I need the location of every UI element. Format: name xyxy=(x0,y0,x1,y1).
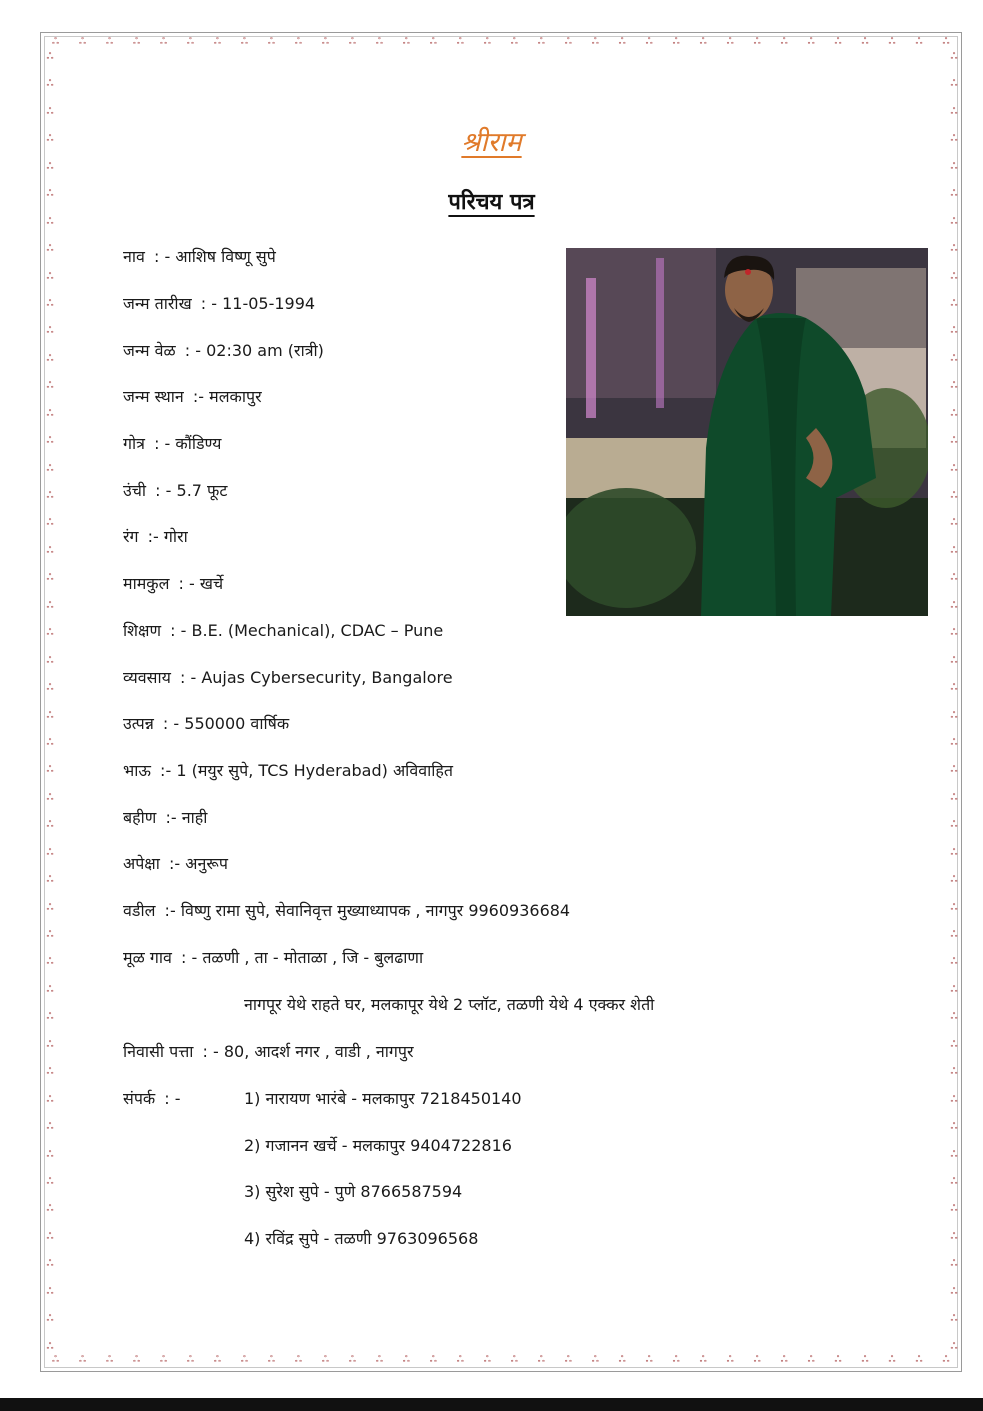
border-ornament-icon: ஃ xyxy=(46,1067,54,1078)
border-ornament-right xyxy=(948,52,960,1352)
border-ornament-icon: ஃ xyxy=(950,1286,958,1297)
detail-address xyxy=(123,1040,414,1062)
border-ornament-icon: ஃ xyxy=(950,875,958,886)
border-ornament-icon: ஃ xyxy=(78,1355,87,1365)
border-ornament-icon: ஃ xyxy=(645,37,653,47)
border-ornament-icon: ஃ xyxy=(159,1355,167,1365)
border-ornament-icon: ஃ xyxy=(46,189,54,200)
border-ornament-icon: ஃ xyxy=(46,1094,54,1105)
border-ornament-icon: ஃ xyxy=(186,37,194,47)
detail-value: कौंडिण्य xyxy=(175,434,222,453)
border-ornament-icon: ஃ xyxy=(950,298,958,309)
border-ornament-icon: ஃ xyxy=(46,545,54,556)
detail-sep: : - xyxy=(162,714,180,733)
detail-value: 1 (मयुर सुपे, TCS Hyderabad) अविवाहित xyxy=(176,761,454,780)
detail-sep: : - xyxy=(179,668,197,687)
detail-father xyxy=(123,899,570,921)
border-ornament-icon: ஃ xyxy=(950,600,958,611)
detail-complexion xyxy=(123,525,188,547)
border-ornament-icon: ஃ xyxy=(46,683,54,694)
border-ornament-icon: ஃ xyxy=(950,216,958,227)
border-ornament-icon: ஃ xyxy=(429,37,437,47)
border-ornament-icon: ஃ xyxy=(699,37,707,47)
border-ornament-icon: ஃ xyxy=(46,1286,54,1297)
page-title: परिचय पत्र xyxy=(448,190,535,215)
detail-sep: : - xyxy=(155,481,172,500)
detail-native-place xyxy=(123,946,423,968)
border-ornament-icon: ஃ xyxy=(402,1355,410,1365)
border-ornament-icon: ஃ xyxy=(672,1355,680,1365)
detail-sep: : - xyxy=(164,1089,181,1108)
detail-birth-date xyxy=(123,292,315,314)
border-ornament-icon: ஃ xyxy=(834,37,842,47)
border-ornament-icon: ஃ xyxy=(537,1355,545,1365)
detail-sep: : - xyxy=(180,948,198,967)
detail-value: 11-05-1994 xyxy=(222,294,316,313)
border-ornament-icon: ஃ xyxy=(618,37,626,47)
detail-height xyxy=(123,479,227,501)
border-ornament-icon: ஃ xyxy=(950,1122,958,1133)
border-ornament-icon: ஃ xyxy=(950,1204,958,1215)
border-ornament-icon: ஃ xyxy=(950,189,958,200)
border-ornament-icon: ஃ xyxy=(950,326,958,337)
border-ornament-icon: ஃ xyxy=(294,1355,302,1365)
border-ornament-icon: ஃ xyxy=(950,106,958,117)
detail-sep: :- xyxy=(164,901,176,920)
bottom-bar xyxy=(0,1398,983,1411)
border-ornament-icon: ஃ xyxy=(950,628,958,639)
border-ornament-icon: ஃ xyxy=(46,463,54,474)
border-ornament-icon: ஃ xyxy=(645,1355,653,1365)
border-ornament-icon: ஃ xyxy=(726,1355,734,1365)
border-ornament-icon: ஃ xyxy=(942,1355,950,1365)
detail-sep: : - xyxy=(202,1042,219,1061)
border-ornament-icon: ஃ xyxy=(132,1355,141,1365)
border-ornament-icon: ஃ xyxy=(950,1231,958,1242)
detail-mamkul xyxy=(123,572,223,594)
detail-sep: :- xyxy=(165,808,177,827)
border-ornament-icon: ஃ xyxy=(950,1341,958,1352)
border-ornament-icon: ஃ xyxy=(950,573,958,584)
border-ornament-icon: ஃ xyxy=(834,1355,842,1365)
border-ornament-icon: ஃ xyxy=(46,1012,54,1023)
border-ornament-icon: ஃ xyxy=(950,792,958,803)
detail-value: 5.7 फूट xyxy=(176,481,228,500)
border-ornament-icon: ஃ xyxy=(46,1341,54,1352)
border-ornament-icon: ஃ xyxy=(591,37,599,47)
border-ornament-icon: ஃ xyxy=(46,792,54,803)
border-ornament-icon: ஃ xyxy=(483,37,491,47)
border-ornament-icon: ஃ xyxy=(52,37,60,47)
detail-sep: :- xyxy=(147,527,159,546)
border-ornament-icon: ஃ xyxy=(46,52,54,62)
border-ornament-icon: ஃ xyxy=(46,326,54,337)
border-ornament-icon: ஃ xyxy=(591,1355,599,1365)
border-ornament-icon: ஃ xyxy=(950,52,958,62)
detail-label: रंग xyxy=(123,527,139,546)
border-ornament-icon: ஃ xyxy=(46,216,54,227)
border-ornament-icon: ஃ xyxy=(267,1355,275,1365)
border-ornament-icon: ஃ xyxy=(950,381,958,392)
border-ornament-icon: ஃ xyxy=(46,1259,54,1270)
detail-label: नाव xyxy=(123,247,145,266)
border-ornament-icon: ஃ xyxy=(950,1149,958,1160)
border-ornament-icon: ஃ xyxy=(950,1012,958,1023)
detail-value: नाही xyxy=(181,808,208,827)
border-ornament-icon: ஃ xyxy=(46,381,54,392)
border-ornament-icon: ஃ xyxy=(375,1355,383,1365)
border-ornament-icon: ஃ xyxy=(950,930,958,940)
contact-item: 3) सुरेश सुपे - पुणे 8766587594 xyxy=(244,1182,463,1201)
detail-label: व्यवसाय xyxy=(123,668,171,687)
border-ornament-icon: ஃ xyxy=(46,765,54,776)
border-ornament-icon: ஃ xyxy=(950,957,958,968)
border-ornament-icon: ஃ xyxy=(699,1355,707,1365)
detail-label: मूळ गाव xyxy=(123,948,172,967)
border-ornament-icon: ஃ xyxy=(564,37,572,47)
border-ornament-icon: ஃ xyxy=(46,1176,54,1187)
detail-name xyxy=(123,245,276,267)
border-ornament-icon: ஃ xyxy=(375,37,383,47)
detail-sep: : - xyxy=(184,341,202,360)
profile-photo xyxy=(566,248,928,616)
border-ornament-icon: ஃ xyxy=(915,37,923,47)
border-ornament-icon: ஃ xyxy=(46,518,54,529)
border-ornament-icon: ஃ xyxy=(213,1355,221,1365)
border-ornament-icon: ஃ xyxy=(483,1355,491,1365)
border-ornament-icon: ஃ xyxy=(105,37,114,47)
border-ornament-icon: ஃ xyxy=(402,37,410,47)
detail-label: भाऊ xyxy=(123,761,151,780)
detail-value: खर्चे xyxy=(199,574,224,593)
border-ornament-icon: ஃ xyxy=(950,436,958,447)
border-ornament-icon: ஃ xyxy=(46,573,54,584)
border-ornament-icon: ஃ xyxy=(950,79,958,90)
contact-item: 1) नारायण भारंबे - मलकापुर 7218450140 xyxy=(244,1089,522,1108)
detail-income xyxy=(123,712,289,734)
border-ornament-icon: ஃ xyxy=(950,902,958,913)
border-ornament-icon: ஃ xyxy=(618,1355,626,1365)
detail-value: अनुरूप xyxy=(185,854,228,873)
detail-sep: : - xyxy=(178,574,195,593)
border-ornament-icon: ஃ xyxy=(132,37,141,47)
border-ornament-icon: ஃ xyxy=(159,37,167,47)
detail-sep: : - xyxy=(200,294,217,313)
detail-sep: : - xyxy=(154,434,171,453)
border-ornament-icon: ஃ xyxy=(240,1355,248,1365)
detail-expectation xyxy=(123,852,228,874)
border-ornament-icon: ஃ xyxy=(321,1355,329,1365)
detail-birth-time xyxy=(123,339,324,361)
border-ornament-icon: ஃ xyxy=(46,408,54,419)
shriram-heading: श्रीराम xyxy=(461,127,522,158)
border-ornament-icon: ஃ xyxy=(267,37,275,47)
border-ornament-icon: ஃ xyxy=(950,1259,958,1270)
border-ornament-icon: ஃ xyxy=(950,984,958,995)
border-ornament-left xyxy=(44,52,56,1352)
border-ornament-icon: ஃ xyxy=(294,37,302,47)
border-ornament-icon: ஃ xyxy=(950,1039,958,1050)
detail-label: संपर्क xyxy=(123,1089,156,1108)
border-ornament-bottom xyxy=(52,1354,950,1366)
detail-label: बहीण xyxy=(123,808,157,827)
detail-label: जन्म वेळ xyxy=(123,341,176,360)
border-ornament-icon: ஃ xyxy=(950,518,958,529)
detail-label: मामकुल xyxy=(123,574,170,593)
border-ornament-icon: ஃ xyxy=(456,1355,464,1365)
border-ornament-icon: ஃ xyxy=(950,655,958,666)
detail-value: Aujas Cybersecurity, Bangalore xyxy=(201,668,453,687)
detail-education xyxy=(123,619,443,641)
detail-label: निवासी पत्ता xyxy=(123,1042,194,1061)
border-ornament-icon: ஃ xyxy=(456,37,464,47)
border-ornament-icon: ஃ xyxy=(429,1355,437,1365)
detail-value: 02:30 am (रात्री) xyxy=(206,341,324,360)
detail-gotra xyxy=(123,432,221,454)
border-ornament-icon: ஃ xyxy=(46,655,54,666)
detail-label: उत्पन्न xyxy=(123,714,154,733)
detail-value: 550000 वार्षिक xyxy=(184,714,290,733)
border-ornament-icon: ஃ xyxy=(564,1355,572,1365)
border-ornament-icon: ஃ xyxy=(46,957,54,968)
border-ornament-icon: ஃ xyxy=(950,1314,958,1325)
border-ornament-icon: ஃ xyxy=(950,737,958,748)
border-ornament-icon: ஃ xyxy=(348,1355,356,1365)
border-ornament-icon: ஃ xyxy=(888,37,896,47)
border-ornament-icon: ஃ xyxy=(861,37,869,47)
border-ornament-icon: ஃ xyxy=(46,820,54,831)
border-ornament-icon: ஃ xyxy=(537,37,545,47)
detail-sep: : - xyxy=(170,621,187,640)
detail-sep: :- xyxy=(169,854,181,873)
border-ornament-icon: ஃ xyxy=(950,353,958,364)
border-ornament-icon: ஃ xyxy=(753,37,761,47)
border-ornament-icon: ஃ xyxy=(950,161,958,172)
detail-value: तळणी , ता - मोताळा , जि - बुलढाणा xyxy=(202,948,424,967)
border-ornament-icon: ஃ xyxy=(950,545,958,556)
border-ornament-icon: ஃ xyxy=(950,491,958,501)
border-ornament-icon: ஃ xyxy=(321,37,329,47)
border-ornament-icon: ஃ xyxy=(46,1122,54,1133)
border-ornament-icon: ஃ xyxy=(942,37,950,47)
border-ornament-icon: ஃ xyxy=(46,600,54,611)
border-ornament-icon: ஃ xyxy=(46,1231,54,1242)
border-ornament-icon: ஃ xyxy=(950,1176,958,1187)
border-ornament-icon: ஃ xyxy=(950,244,958,255)
border-ornament-icon: ஃ xyxy=(46,628,54,639)
page-frame-inner xyxy=(44,36,958,1368)
detail-label: शिक्षण xyxy=(123,621,162,640)
border-ornament-icon: ஃ xyxy=(46,353,54,364)
border-ornament-icon: ஃ xyxy=(672,37,680,47)
border-ornament-icon: ஃ xyxy=(753,1355,761,1365)
border-ornament-icon: ஃ xyxy=(46,106,54,117)
detail-value: मलकापुर xyxy=(209,387,262,406)
detail-occupation xyxy=(123,666,453,688)
detail-label: अपेक्षा xyxy=(123,854,160,873)
contacts-label xyxy=(123,1087,181,1109)
border-ornament-icon: ஃ xyxy=(950,134,958,145)
border-ornament-icon: ஃ xyxy=(46,79,54,90)
border-ornament-icon: ஃ xyxy=(46,875,54,886)
border-ornament-icon: ஃ xyxy=(46,271,54,282)
detail-label: वडील xyxy=(123,901,156,920)
detail-birth-place xyxy=(123,385,262,407)
border-ornament-icon: ஃ xyxy=(726,37,734,47)
border-ornament-icon: ஃ xyxy=(950,1067,958,1078)
detail-label: गोत्र xyxy=(123,434,145,453)
border-ornament-icon: ஃ xyxy=(46,298,54,309)
border-ornament-icon: ஃ xyxy=(510,37,518,47)
border-ornament-icon: ஃ xyxy=(950,847,958,858)
border-ornament-icon: ஃ xyxy=(46,161,54,172)
border-ornament-icon: ஃ xyxy=(186,1355,194,1365)
border-ornament-icon: ஃ xyxy=(950,408,958,419)
border-ornament-icon: ஃ xyxy=(950,683,958,694)
detail-value: 80, आदर्श नगर , वाडी , नागपुर xyxy=(223,1042,414,1061)
border-ornament-icon: ஃ xyxy=(46,737,54,748)
border-ornament-icon: ஃ xyxy=(78,37,87,47)
border-ornament-icon: ஃ xyxy=(950,820,958,831)
border-ornament-icon: ஃ xyxy=(46,710,54,721)
detail-sep: :- xyxy=(160,761,172,780)
detail-sep: :- xyxy=(192,387,205,406)
border-ornament-icon: ஃ xyxy=(240,37,248,47)
border-ornament-icon: ஃ xyxy=(950,765,958,776)
border-ornament-icon: ஃ xyxy=(780,1355,788,1365)
border-ornament-icon: ஃ xyxy=(780,37,788,47)
border-ornament-icon: ஃ xyxy=(46,134,54,145)
detail-label: जन्म स्थान xyxy=(123,387,184,406)
detail-value: विष्णु रामा सुपे, सेवानिवृत्त मुख्याध्यापक , नागपुर 9960936684 xyxy=(180,901,571,920)
detail-value: B.E. (Mechanical), CDAC – Pune xyxy=(191,621,444,640)
detail-label: जन्म तारीख xyxy=(123,294,192,313)
detail-brother xyxy=(123,759,453,781)
border-ornament-icon: ஃ xyxy=(46,1314,54,1325)
property-note: नागपूर येथे राहते घर, मलकापूर येथे 2 प्लॉट, तळणी येथे 4 एक्कर शेती xyxy=(244,995,655,1014)
border-ornament-icon: ஃ xyxy=(807,1355,815,1365)
border-ornament-icon: ஃ xyxy=(46,984,54,995)
detail-value: आशिष विष्णू सुपे xyxy=(175,247,276,266)
border-ornament-icon: ஃ xyxy=(510,1355,518,1365)
border-ornament-icon: ஃ xyxy=(46,436,54,447)
detail-sister xyxy=(123,806,207,828)
border-ornament-icon: ஃ xyxy=(46,1204,54,1215)
border-ornament-icon: ஃ xyxy=(888,1355,896,1365)
border-ornament-icon: ஃ xyxy=(46,1039,54,1050)
contact-item: 2) गजानन खर्चे - मलकापुर 9404722816 xyxy=(244,1136,512,1155)
border-ornament-icon: ஃ xyxy=(807,37,815,47)
detail-label: उंची xyxy=(123,481,147,500)
border-ornament-icon: ஃ xyxy=(950,710,958,721)
border-ornament-icon: ஃ xyxy=(46,847,54,858)
border-ornament-icon: ஃ xyxy=(915,1355,923,1365)
border-ornament-icon: ஃ xyxy=(950,1094,958,1105)
border-ornament-icon: ஃ xyxy=(46,930,54,940)
border-ornament-icon: ஃ xyxy=(950,271,958,282)
border-ornament-icon: ஃ xyxy=(46,491,54,501)
border-ornament-icon: ஃ xyxy=(950,463,958,474)
border-ornament-top xyxy=(52,36,950,48)
detail-sep: : - xyxy=(154,247,171,266)
border-ornament-icon: ஃ xyxy=(213,37,221,47)
border-ornament-icon: ஃ xyxy=(52,1355,60,1365)
detail-value: गोरा xyxy=(163,527,188,546)
border-ornament-icon: ஃ xyxy=(105,1355,114,1365)
border-ornament-icon: ஃ xyxy=(861,1355,869,1365)
profile-photo-illustration xyxy=(566,248,928,616)
border-ornament-icon: ஃ xyxy=(348,37,356,47)
border-ornament-icon: ஃ xyxy=(46,902,54,913)
border-ornament-icon: ஃ xyxy=(46,1149,54,1160)
contact-item: 4) रविंद्र सुपे - तळणी 9763096568 xyxy=(244,1229,479,1248)
border-ornament-icon: ஃ xyxy=(46,244,54,255)
